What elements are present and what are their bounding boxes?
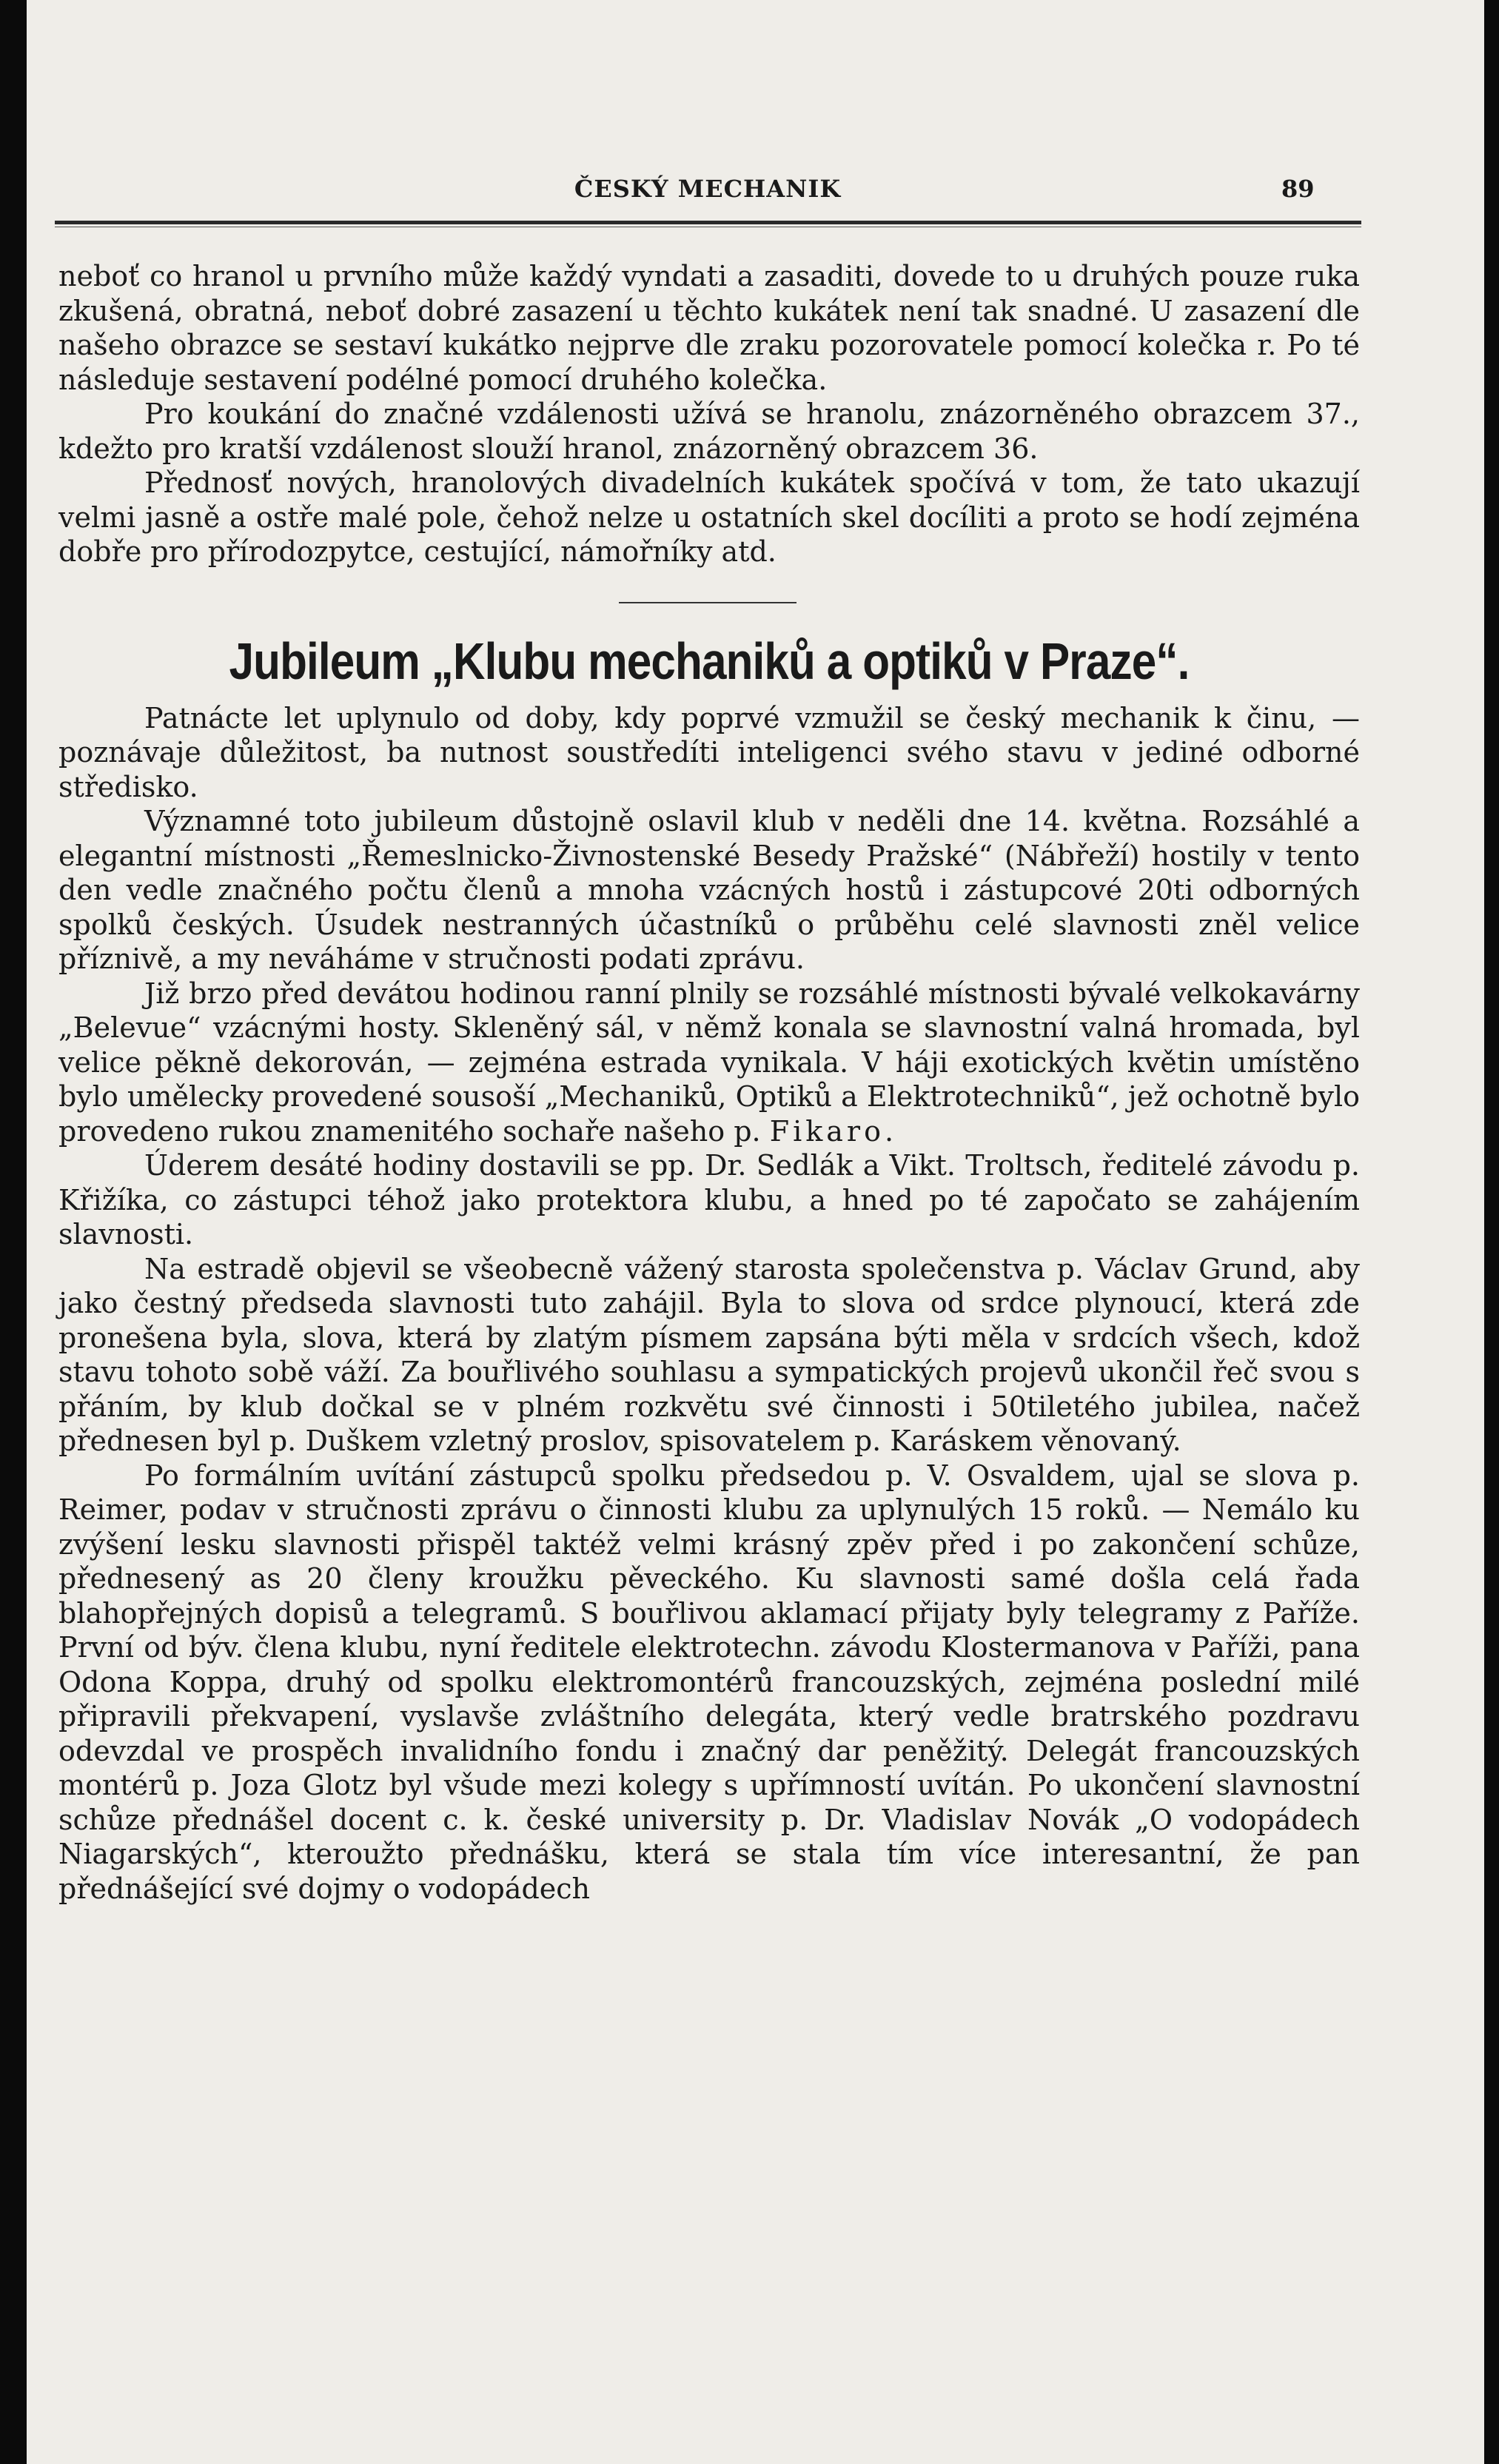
paragraph xyxy=(58,977,1360,1149)
paragraph-end: . xyxy=(884,1114,894,1148)
paragraph: Pro koukání do značné vzdálenosti užívá se hranolu, znázorněného obrazcem 37., kdežto pro kratší vzdálenost slouží hranol, znázorněný obrazcem 36. xyxy=(58,398,1360,465)
paragraph: Na estradě objevil se všeobecně vážený starosta společenstva p. Václav Grund, aby jako čestný předseda slavnosti tuto zahájil. Byla to slova od srdce plynoucí, která zde pronešena byla, slova, která by zlatým písmem zapsána býti měla v srdcích všech, kdož stavu tohoto sobě váží. Za bouřlivého souhlasu a sympatických projevů ukončil řeč svou s přáním, by klub dočkal se v plném rozkvětu své činnosti i 50tiletého jubilea, načež přednesen byl p. Duškem vzletný proslov, spisovatelem p. Karáskem věnovaný. xyxy=(58,1252,1360,1457)
section-divider xyxy=(619,602,797,603)
document-page xyxy=(27,0,1484,2464)
paragraph-text: Již brzo před devátou hodinou ranní plnily se rozsáhlé místnosti bývalé velkokavárny „Belevue“ vzácnými hosty. Skleněný sál, v němž konala se slavnostní valná hromada, byl velice pěkně dekorován, — zejména estrada vynikala. V háji exotických květin umístěno bylo umělecky provedené sousoší „Mechaniků, Optiků a Elektrotechniků“, jež ochotně bylo provedeno rukou znamenitého sochaře našeho p. xyxy=(58,977,1360,1148)
paragraph: Úderem desáté hodiny dostavili se pp. Dr. Sedlák a Vikt. Troltsch, ředitelé závodu p. Křižíka, co zástupci téhož jako protektora klubu, a hned po té započato se zahájením slavnosti. xyxy=(58,1149,1360,1251)
paragraph: Po formálním uvítání zástupců spolku předsedou p. V. Osvaldem, ujal se slova p. Reimer, podav v stručnosti zprávu o činnosti klubu za uplynulých 15 roků. — Nemálo ku zvýšení lesku slavnosti přispěl taktéž velmi krásný zpěv před i po zakončení schůze, přednesený as 20 členy kroužku pěveckého. Ku slavnosti samé došla celá řada blahopřejných dopisů a telegramů. S bouřlivou aklamací přijaty byly telegramy z Paříže. První od býv. člena klubu, nyní ředitele elektrotechn. závodu Klostermanova v Paříži, pana Odona Koppa, druhý od spolku elektromontérů francouzských, zejména poslední milé připravili překvapení, vyslavše zvláštního delegáta, který vedle bratrského pozdravu odevzdal ve prospěch invalidního fondu i značný dar peněžitý. Delegát francouzských montérů p. Joza Glotz byl všude mezi kolegy s upřímností uvítán. Po ukončení slavnostní schůze přednášel docent c. k. české university p. Dr. Vladislav Novák „O vodopádech Niagarských“, kteroužto přednášku, která se stala tím více interesantní, že pan přednášející své dojmy o vodopádech xyxy=(58,1459,1360,1905)
paragraph: Významné toto jubileum důstojně oslavil klub v neděli dne 14. května. Rozsáhlé a elegantní místnosti „Řemeslnicko-Živnostenské Besedy Pražské“ (Nábřeží) hostily v tento den vedle značného počtu členů a mnoha vzácných hostů i zástupcové 20ti odborných spolků českých. Úsudek nestranných účastníků o průběhu celé slavnosti zněl velice příznivě, a my neváháme v stručnosti podati zprávu. xyxy=(58,805,1360,975)
page-number: 89 xyxy=(1281,175,1315,203)
page-body xyxy=(58,259,1360,1906)
article-heading: Jubileum „Klubu mechaniků a optiků v Praze“. xyxy=(229,632,1190,690)
page-header xyxy=(27,175,1484,219)
scan-border-right xyxy=(1484,0,1499,2464)
paragraph: Patnácte let uplynulo od doby, kdy poprvé vzmužil se český mechanik k činu, — poznávaje důležitost, ba nutnost soustředíti inteligenci svého stavu v jediné odborné středisko. xyxy=(58,701,1360,803)
running-title: ČESKÝ MECHANIK xyxy=(574,175,842,203)
header-rule xyxy=(55,221,1361,224)
paragraph: neboť co hranol u prvního může každý vyndati a zasaditi, dovede to u druhých pouze ruka zkušená, obratná, neboť dobré zasazení u těchto kukátek není tak snadné. U zasazení dle našeho obrazce se sestaví kukátko nejprve dle zraku pozorovatele pomocí kolečka r. Po té následuje sestavení podélné pomocí druhého kolečka. xyxy=(58,260,1360,396)
sculptor-name: Fikaro xyxy=(769,1114,885,1148)
scan-border-left xyxy=(0,0,27,2464)
paragraph: Přednosť nových, hranolových divadelních kukátek spočívá v tom, že tato ukazují velmi jasně a ostře malé pole, čehož nelze u ostatních skel docíliti a proto se hodí zejména dobře pro přírodozpytce, cestující, námořníky atd. xyxy=(58,466,1360,568)
